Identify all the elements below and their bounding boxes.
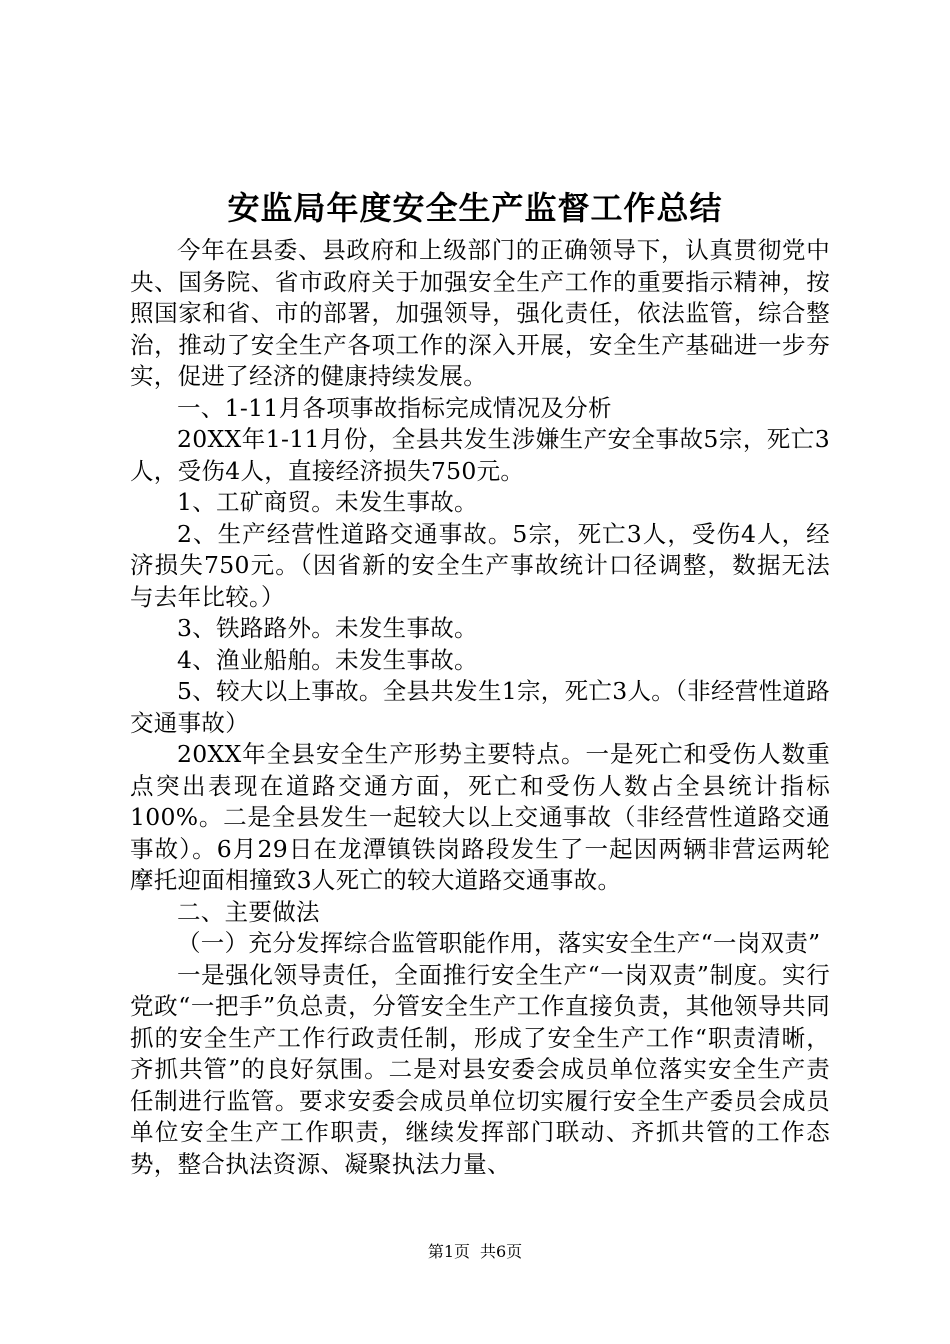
- page-footer: [0, 1242, 950, 1262]
- heading-section-1: 一、1-11月各项事故指标完成情况及分析: [177, 393, 612, 422]
- list-item-fishery: 4、渔业船舶。未发生事故。: [177, 645, 478, 674]
- paragraph-safety-features: 20XX年全县安全生产形势主要特点。一是死亡和受伤人数重点突出表现在道路交通方面，死亡和受伤人数占全县统计指标100%。二是全县发生一起较大以上交通事故（非经营性道路交通事故）。6月29日在龙潭镇铁岗路段发生了一起因两辆非营运两轮摩托迎面相撞致3人死亡的较大道路交通事故。: [130, 740, 830, 894]
- list-item-major-accidents: 5、较大以上事故。全县共发生1宗，死亡3人。（非经营性道路交通事故）: [130, 677, 830, 737]
- page-total: 共6页: [480, 1242, 523, 1261]
- paragraph-intro: 今年在县委、县政府和上级部门的正确领导下，认真贯彻党中央、国务院、省市政府关于加强安全生产工作的重要指示精神，按照国家和省、市的部署，加强领导，强化责任，依法监管，综合整治，推动了安全生产各项工作的深入开展，安全生产基础进一步夯实，促进了经济的健康持续发展。: [130, 236, 830, 390]
- paragraph-responsibility: 一是强化领导责任，全面推行安全生产“一岗双责”制度。实行党政“一把手”负总责，分管安全生产工作直接负责，其他领导共同抓的安全生产工作行政责任制，形成了安全生产工作“职责清晰，齐抓共管”的良好氛围。二是对县安委会成员单位落实安全生产责任制进行监管。要求安委会成员单位切实履行安全生产委员会成员单位安全生产工作职责，继续发挥部门联动、齐抓共管的工作态势，整合执法资源、凝聚执法力量、: [130, 960, 830, 1178]
- document-body: [130, 235, 830, 1180]
- list-item-railway: 3、铁路路外。未发生事故。: [177, 614, 478, 642]
- list-item-road-traffic: 2、生产经营性道路交通事故。5宗，死亡3人，受伤4人，经济损失750元。（因省新的安全生产事故统计口径调整，数据无法与去年比较。）: [130, 519, 830, 611]
- subheading-section-2-1: （一）充分发挥综合监管职能作用，落实安全生产“一岗双责”: [177, 929, 821, 957]
- document-title: 安监局年度安全生产监督工作总结: [227, 189, 723, 227]
- page-number: 第1页: [427, 1242, 470, 1261]
- heading-section-2: 二、主要做法: [177, 897, 320, 926]
- paragraph-accident-summary: 20XX年1-11月份，全县共发生涉嫌生产安全事故5宗，死亡3人，受伤4人，直接经济损失750元。: [130, 425, 830, 485]
- list-item-industry: 1、工矿商贸。未发生事故。: [177, 488, 478, 516]
